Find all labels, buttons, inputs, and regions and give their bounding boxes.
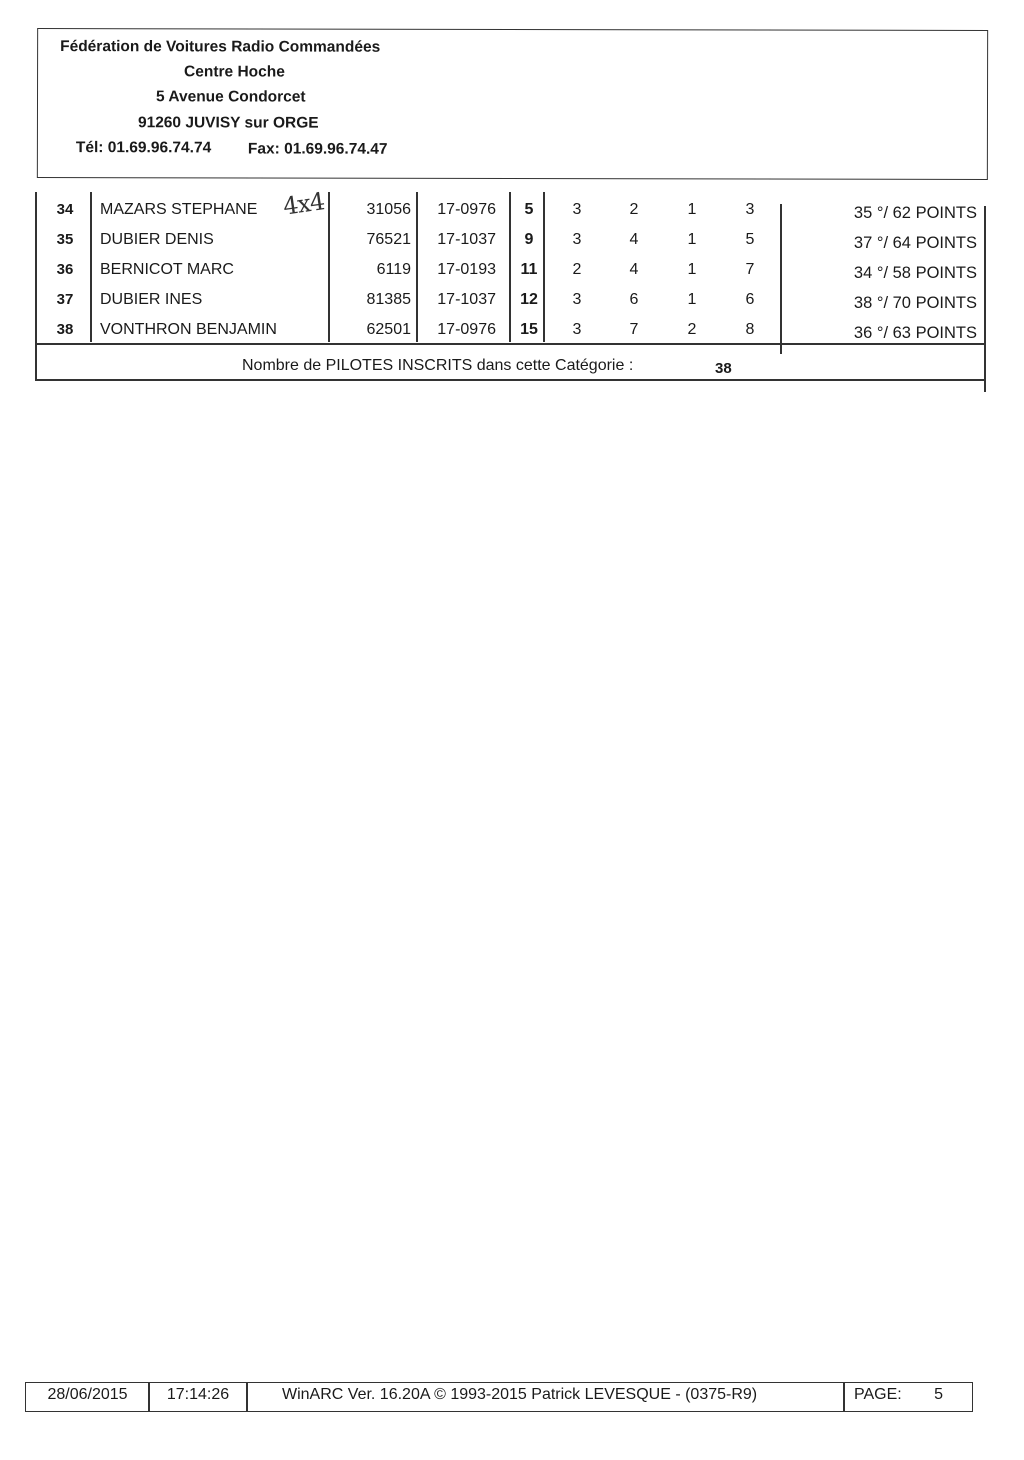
fax-number: Fax: 01.69.96.74.47 (247, 140, 388, 158)
club-code: 17-0976 (437, 321, 496, 338)
table-bottom-border (35, 379, 986, 381)
pilot-number: 34 (56, 201, 74, 218)
score-2: 4 (629, 231, 639, 248)
licence-number: 81385 (366, 291, 411, 308)
bold-value: 9 (524, 231, 534, 248)
score-2: 6 (629, 291, 639, 308)
table-row (35, 315, 986, 345)
score-4: 5 (745, 231, 755, 248)
score-3: 2 (687, 321, 697, 338)
score-4: 6 (745, 291, 755, 308)
score-4: 3 (745, 201, 755, 218)
result-points: 34 °/ 58 POINTS (853, 264, 977, 282)
club-code: 17-1037 (437, 291, 496, 308)
registered-count-label: Nombre de PILOTES INSCRITS dans cette Catégorie : (242, 357, 634, 374)
page-label: PAGE: (854, 1386, 902, 1403)
score-2: 7 (629, 321, 639, 338)
table-row (35, 195, 986, 225)
score-1: 3 (572, 231, 582, 248)
result-points: 36 °/ 63 POINTS (853, 324, 977, 342)
licence-number: 62501 (366, 321, 411, 338)
handwritten-note: 4x4 (281, 187, 326, 221)
score-2: 2 (629, 201, 639, 218)
tel-number: Tél: 01.69.96.74.74 (75, 139, 212, 157)
pilot-number: 35 (56, 231, 74, 248)
score-1: 3 (572, 321, 582, 338)
score-3: 1 (687, 231, 697, 248)
result-points: 35 °/ 62 POINTS (853, 204, 977, 222)
bold-value: 11 (520, 261, 538, 278)
print-time: 17:14:26 (148, 1382, 248, 1412)
address-header-box (37, 28, 988, 180)
club-code: 17-0976 (437, 201, 496, 218)
score-4: 7 (745, 261, 755, 278)
table-row (35, 225, 986, 255)
licence-number: 31056 (366, 201, 411, 218)
table-row (35, 255, 986, 285)
registered-count-value: 38 (715, 360, 732, 377)
bold-value: 12 (520, 291, 538, 308)
page-indicator (843, 1382, 973, 1412)
pilot-name: BERNICOT MARC (100, 261, 234, 278)
page-number: 5 (934, 1386, 944, 1403)
score-3: 1 (687, 261, 697, 278)
table-row (35, 285, 986, 315)
licence-number: 76521 (366, 231, 411, 248)
score-3: 1 (687, 201, 697, 218)
bold-value: 15 (520, 321, 538, 338)
pilot-number: 38 (56, 321, 74, 338)
score-2: 4 (629, 261, 639, 278)
pilot-number: 36 (56, 261, 74, 278)
licence-number: 6119 (376, 261, 411, 278)
score-1: 3 (572, 291, 582, 308)
score-1: 3 (572, 201, 582, 218)
pilot-name: DUBIER DENIS (100, 231, 214, 248)
score-3: 1 (687, 291, 697, 308)
centre-name: Centre Hoche (184, 63, 285, 81)
club-code: 17-0193 (437, 261, 496, 278)
pilot-name: MAZARS STEPHANE (100, 201, 258, 218)
pilot-number: 37 (56, 291, 74, 308)
street-address: 5 Avenue Condorcet (155, 88, 306, 106)
results-table (35, 192, 986, 392)
score-1: 2 (572, 261, 582, 278)
club-code: 17-1037 (437, 231, 496, 248)
score-4: 8 (745, 321, 755, 338)
software-credit: WinARC Ver. 16.20A © 1993-2015 Patrick LEVESQUE - (0375-R9) (246, 1382, 845, 1412)
print-date: 28/06/2015 (25, 1382, 150, 1412)
pilot-name: VONTHRON BENJAMIN (100, 321, 277, 338)
result-points: 37 °/ 64 POINTS (853, 234, 977, 252)
result-points: 38 °/ 70 POINTS (853, 294, 977, 312)
org-name: Fédération de Voitures Radio Commandées (60, 38, 381, 56)
pilot-name: DUBIER INES (100, 291, 203, 308)
city-address: 91260 JUVISY sur ORGE (137, 114, 319, 132)
bold-value: 5 (524, 201, 534, 218)
